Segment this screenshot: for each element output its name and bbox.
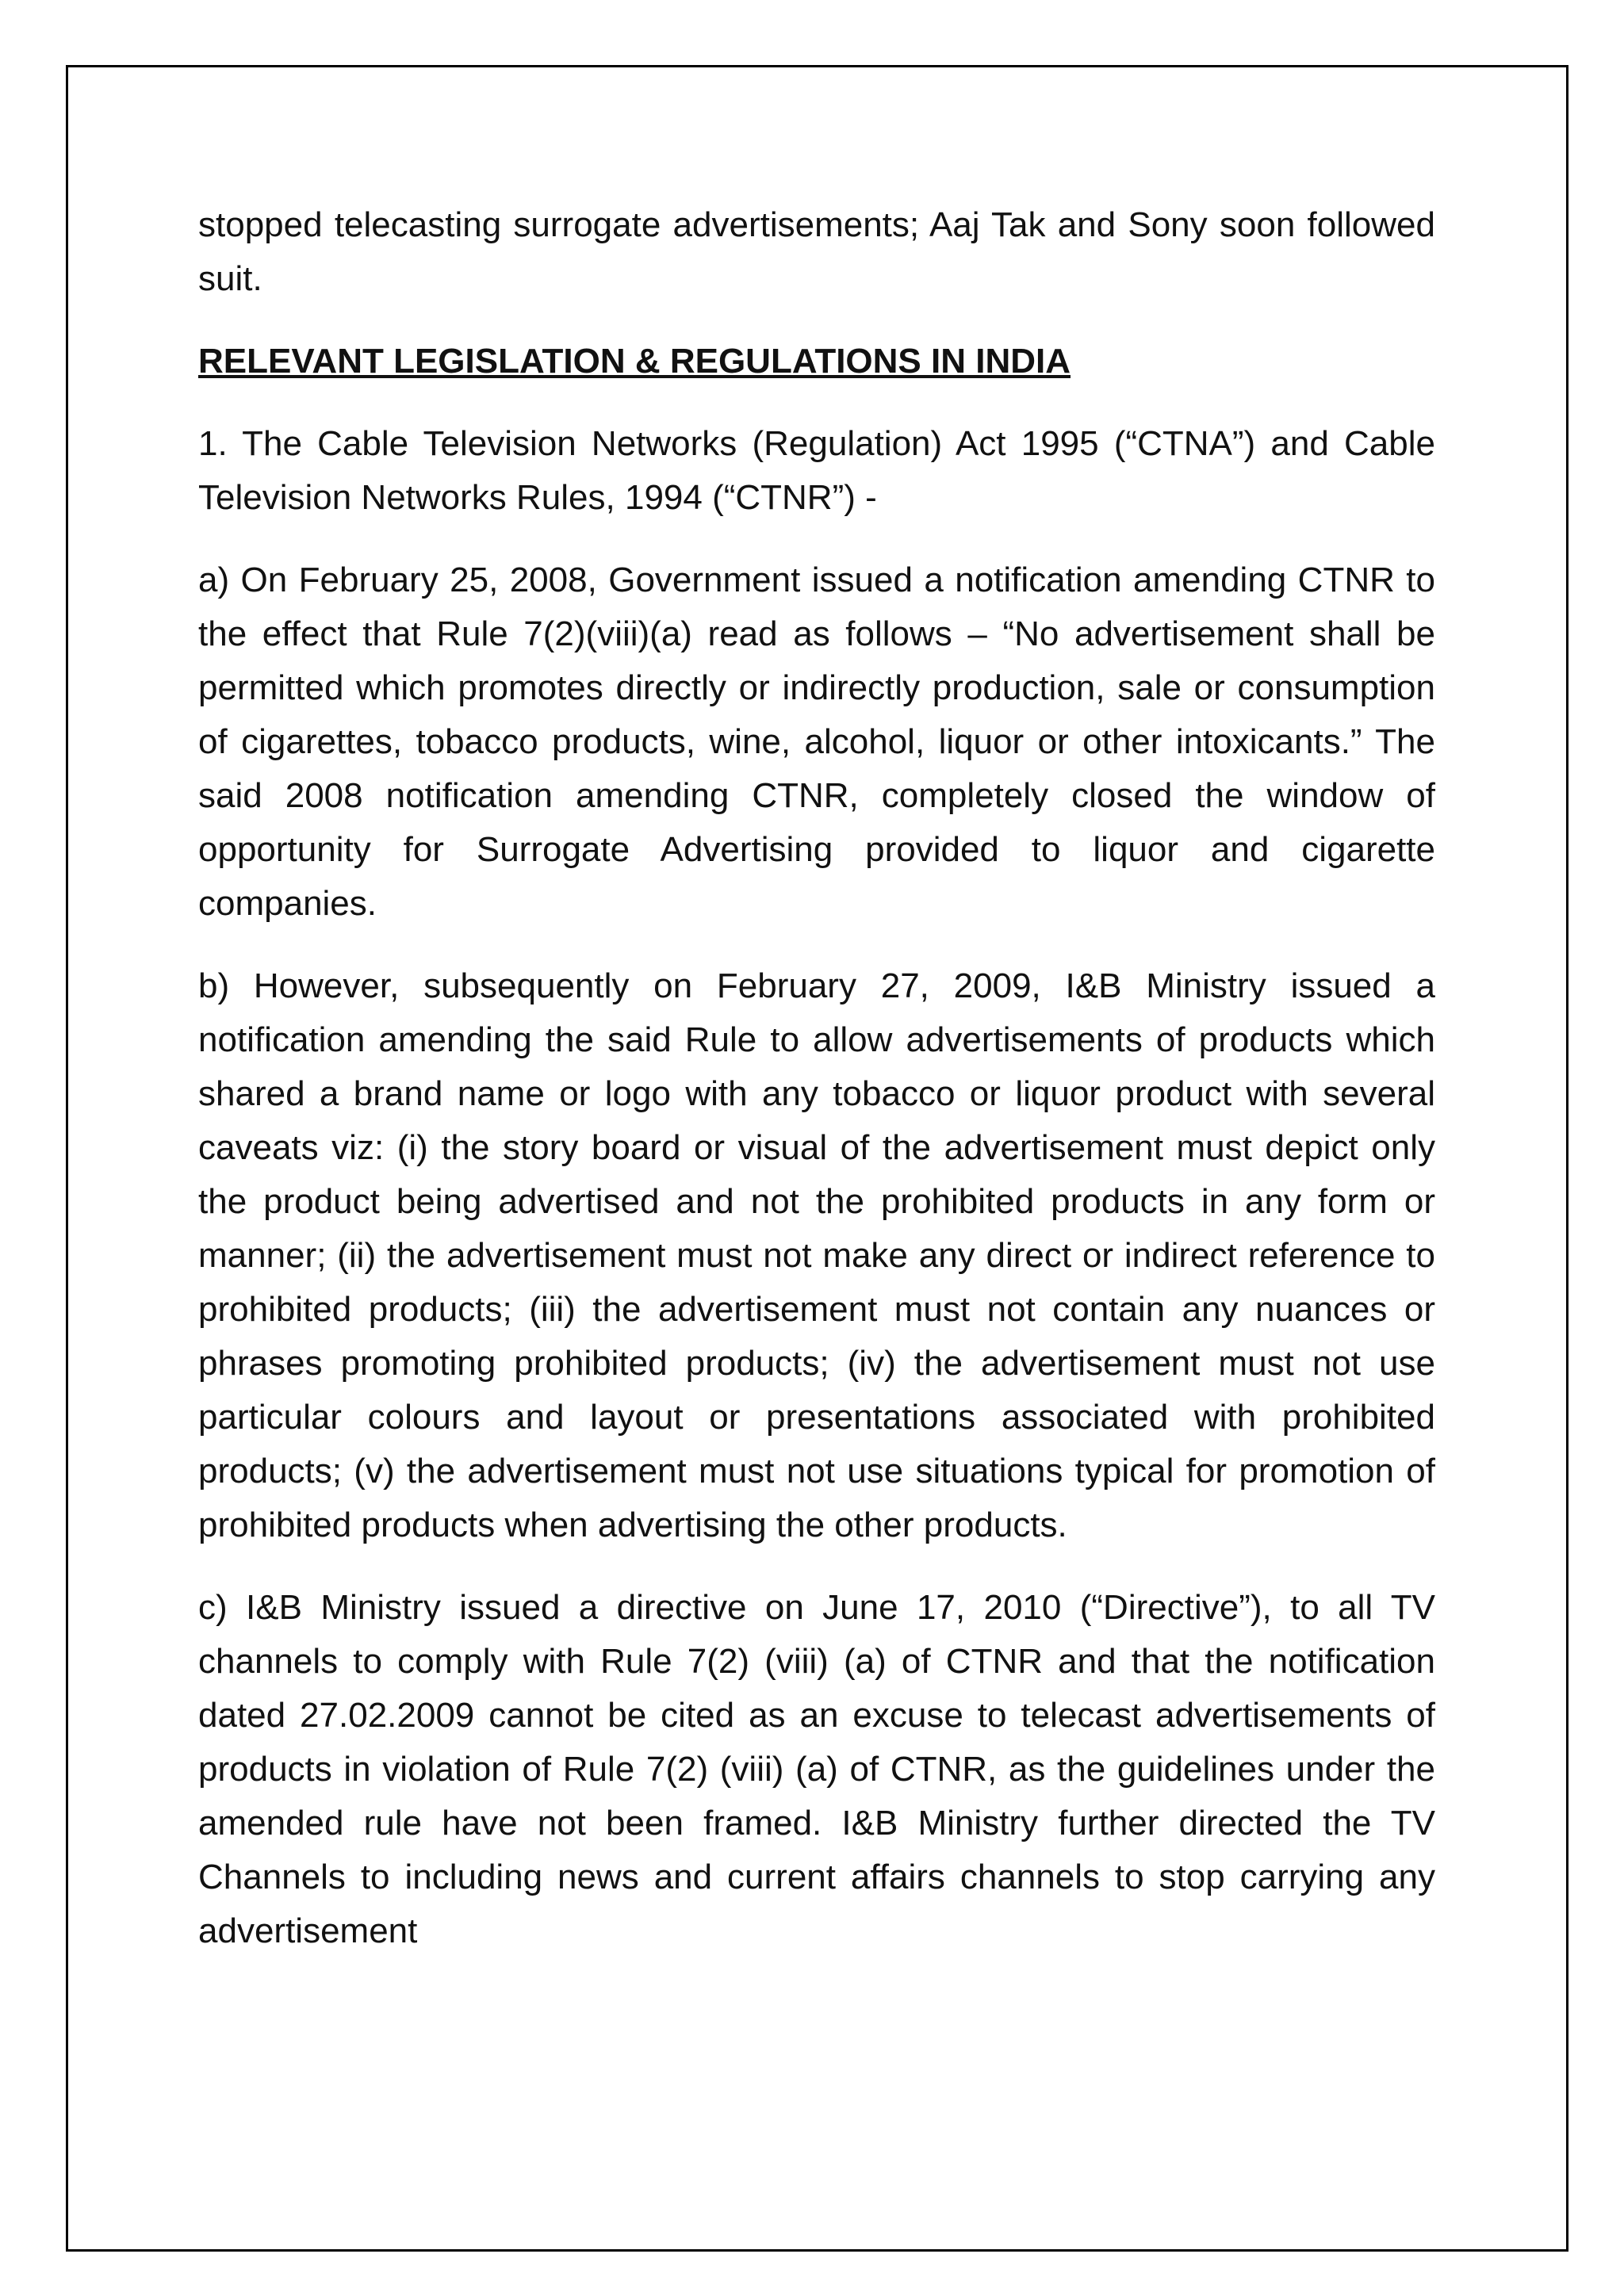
paragraph-a: a) On February 25, 2008, Government issued a notification amending CTNR to the effect that Rule 7(2)(viii)(a) read as follows – “No advertisement shall be permitted which promotes directly or indirectly production, sale or consumption of cigarettes, tobacco products, wine, alcohol, liquor or other intoxicants.” The said 2008 notification amending CTNR, completely closed the window of opportunity for Surrogate Advertising provided to liquor and cigarette companies. [198,561,1435,923]
paragraph-c: c) I&B Ministry issued a directive on June 17, 2010 (“Directive”), to all TV channels to comply with Rule 7(2) (viii) (a) of CTNR and that the notification dated 27.02.2009 cannot be cited as an excuse to telecast advertisements of products in violation of Rule 7(2) (viii) (a) of CTNR, as the guidelines under the amended rule have not been framed. I&B Ministry further directed the TV Channels to including news and current affairs channels to stop carrying any advertisement [198,1588,1435,1950]
paragraph-b: b) However, subsequently on February 27, 2009, I&B Ministry issued a notification amending the said Rule to allow advertisements of products which shared a brand name or logo with any tobacco or liquor product with several caveats viz: (i) the story board or visual of the advertisement must depict only the product being advertised and not the prohibited products in any form or manner; (ii) the advertisement must not make any direct or indirect reference to prohibited products; (iii) the advertisement must not contain any nuances or phrases promoting prohibited products; (iv) the advertisement must not use particular colours and layout or presentations associated with prohibited products; (v) the advertisement must not use situations typical for promotion of prohibited products when advertising the other products. [198,966,1435,1544]
intro-paragraph: stopped telecasting surrogate advertisements; Aaj Tak and Sony soon followed suit. [198,205,1435,298]
document-body [198,198,1435,1958]
item-1-paragraph: 1. The Cable Television Networks (Regulation) Act 1995 (“CTNA”) and Cable Television Networks Rules, 1994 (“CTNR”) - [198,424,1435,517]
section-heading: RELEVANT LEGISLATION & REGULATIONS IN INDIA [198,342,1071,381]
